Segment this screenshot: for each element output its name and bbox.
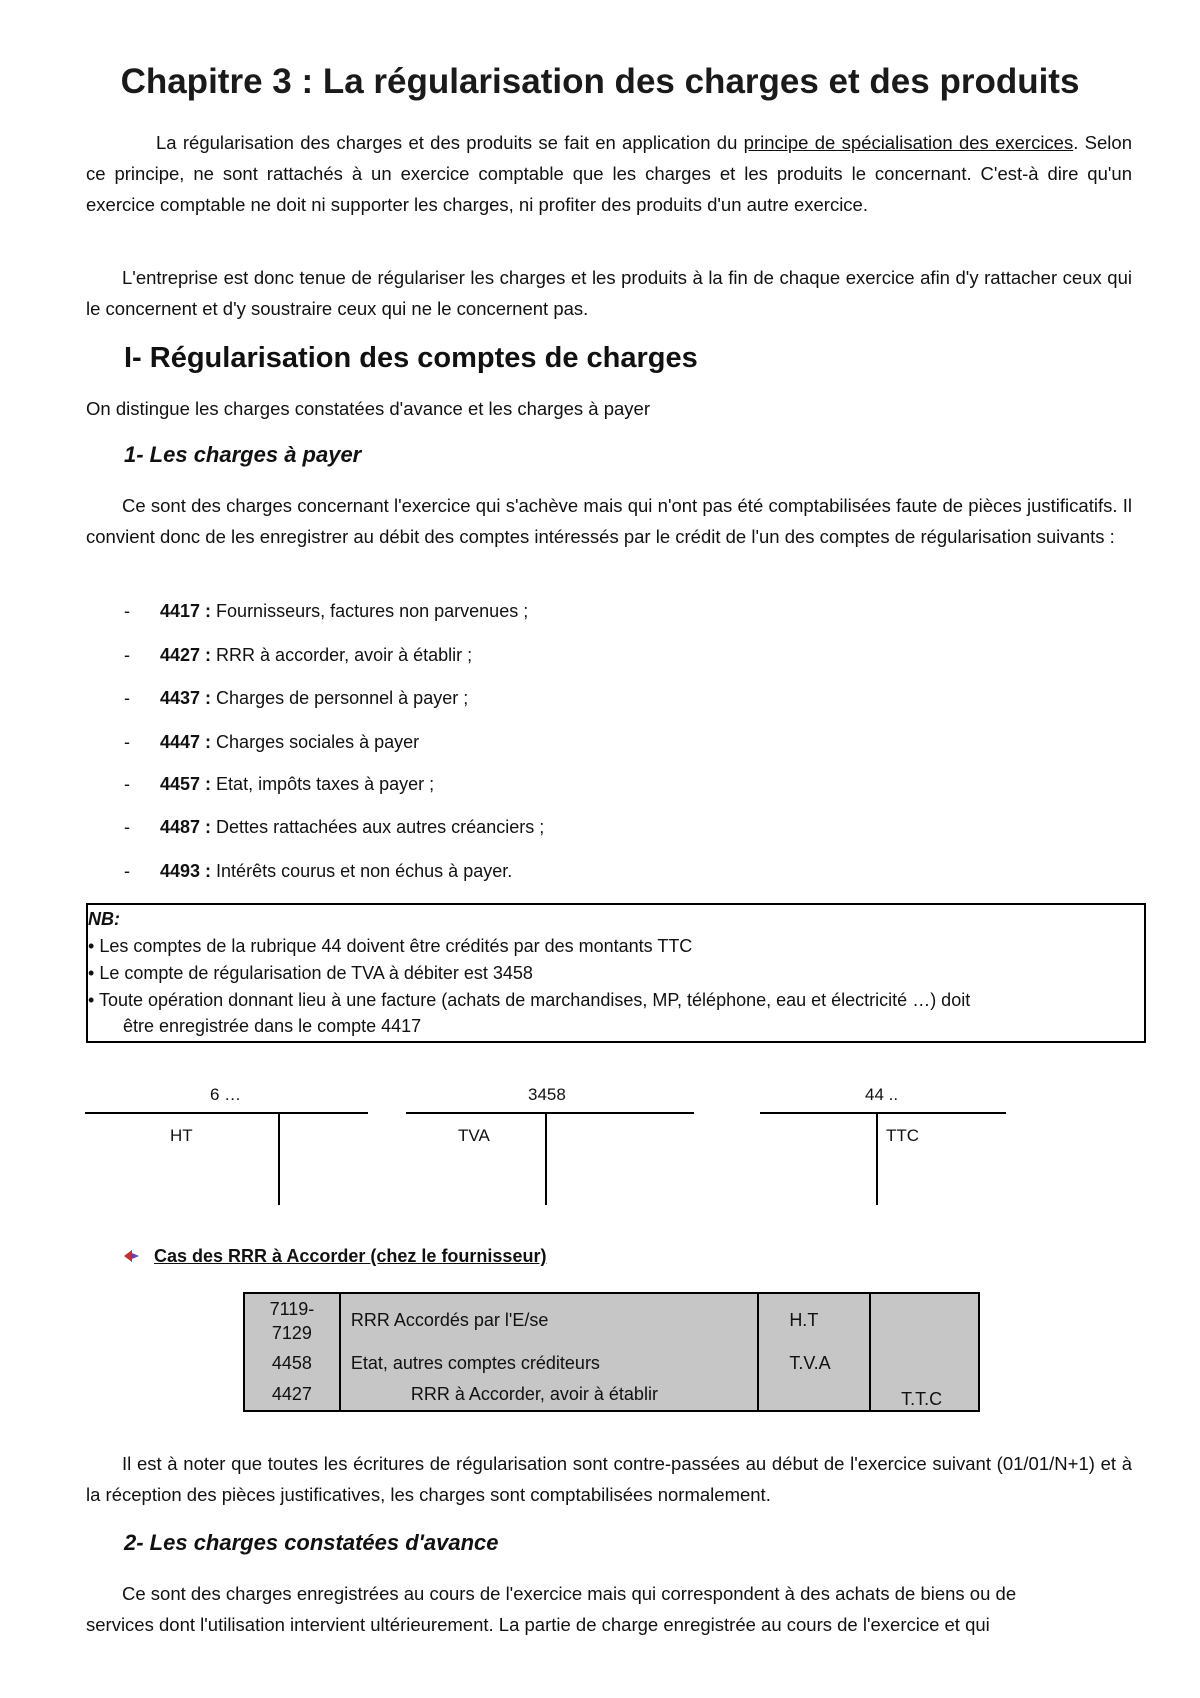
section-heading-charges: I- Régularisation des comptes de charges <box>124 342 698 374</box>
account-description: Etat, impôts taxes à payer ; <box>211 774 435 794</box>
section-intro: On distingue les charges constatées d'avance et les charges à payer <box>86 398 651 419</box>
list-item-content <box>160 688 468 709</box>
t-account-title-44: 44 .. <box>865 1085 899 1104</box>
account-code: 4493 : <box>160 861 212 881</box>
table-row <box>244 1293 979 1347</box>
table-row <box>244 1347 979 1379</box>
t-account-stem-3458 <box>545 1112 547 1205</box>
account-description: Fournisseurs, factures non parvenues ; <box>211 601 529 621</box>
account-code: 4487 : <box>160 817 212 837</box>
cell-label: RRR à Accorder, avoir à établir <box>340 1379 758 1411</box>
list-item-content <box>160 774 434 795</box>
account-code: 4437 : <box>160 688 212 708</box>
account-code: 4457 : <box>160 774 212 794</box>
account-description: Charges sociales à payer <box>211 732 420 752</box>
nb-line-3-text: Toute opération donnant lieu à une facture (achats de marchandises, MP, téléphone, eau et électricité …) doit <box>99 990 971 1010</box>
arrow-bullet-icon <box>122 1248 140 1264</box>
bullet-icon: • <box>88 990 95 1010</box>
cell-label: RRR Accordés par l'E/se <box>340 1293 758 1347</box>
t-account-title-6: 6 … <box>210 1085 242 1104</box>
charges-constatees-line-1: Ce sont des charges enregistrées au cours de l'exercice mais qui correspondent à des achats de biens ou de <box>122 1583 1017 1604</box>
list-dash: - <box>124 732 130 752</box>
account-description: Charges de personnel à payer ; <box>211 688 469 708</box>
cas-rrr-heading <box>122 1246 546 1267</box>
list-dash: - <box>124 817 130 837</box>
t-account-bar-44 <box>760 1112 1006 1114</box>
bullet-icon: • <box>88 936 95 956</box>
account-code: 4427 : <box>160 645 212 665</box>
cell-debit: T.V.A <box>758 1347 870 1379</box>
cas-rrr-label: Cas des RRR à Accorder (chez le fournisseur) <box>154 1246 547 1266</box>
list-item-content <box>160 732 419 753</box>
list-item-content <box>160 601 528 622</box>
nb-line-3 <box>88 990 970 1011</box>
nb-line-4: être enregistrée dans le compte 4417 <box>123 1016 422 1036</box>
list-item-content <box>160 817 544 838</box>
contre-passation-text: Il est à noter que toutes les écritures de régularisation sont contre-passées au début de l'exercice suivant (01/01/N+1) et à la réception des pièces justificatives, les charges sont comptabilisées normalement. <box>86 1453 1132 1505</box>
account-description: RRR à accorder, avoir à établir ; <box>211 645 473 665</box>
nb-line-2-text: Le compte de régularisation de TVA à débiter est 3458 <box>99 963 533 983</box>
cell-account <box>244 1293 340 1347</box>
intro-text-end: . Selon ce principe, ne sont rattachés à un exercice comptable que les charges et les produits le concernant. C'est-à dire qu'un exercice comptable ne doit ni supporter les charges, ni profiter des produits d'un autre exercice. <box>86 132 1132 215</box>
t-account-entry-tva: TVA <box>458 1126 490 1145</box>
account-description: Dettes rattachées aux autres créanciers ; <box>211 817 545 837</box>
list-dash: - <box>124 645 130 665</box>
t-account-stem-6 <box>278 1112 280 1205</box>
nb-box <box>86 903 1146 1043</box>
nb-label: NB: <box>88 909 120 929</box>
account-code: 4447 : <box>160 732 212 752</box>
table-row <box>244 1379 979 1411</box>
nb-line-1-text: Les comptes de la rubrique 44 doivent être crédités par des montants TTC <box>99 936 693 956</box>
charges-a-payer-paragraph <box>86 490 1132 552</box>
list-dash: - <box>124 861 130 881</box>
intro-paragraph-2-text: L'entreprise est donc tenue de régulariser les charges et les produits à la fin de chaque exercice afin d'y rattacher ceux qui le concernent et d'y soustraire ceux qui ne le concernent pas. <box>86 267 1132 319</box>
cell-debit <box>758 1379 870 1411</box>
cell-account: 4458 <box>244 1347 340 1379</box>
cell-account: 4427 <box>244 1379 340 1411</box>
intro-paragraph-1 <box>86 127 1132 220</box>
intro-paragraph-2 <box>86 262 1132 324</box>
cell-debit: H.T <box>758 1293 870 1347</box>
charges-constatees-line-2: services dont l'utilisation intervient ultérieurement. La partie de charge enregistrée au cours de l'exercice et qui <box>86 1614 990 1635</box>
nb-line-2 <box>88 963 533 984</box>
t-account-entry-ttc: TTC <box>886 1126 920 1145</box>
list-item-content <box>160 645 472 666</box>
cell-credit <box>870 1293 979 1347</box>
account-description: Intérêts courus et non échus à payer. <box>211 861 513 881</box>
t-account-stem-44 <box>876 1112 878 1205</box>
t-account-bar-6 <box>85 1112 368 1114</box>
account-code: 4417 : <box>160 601 212 621</box>
subsection-heading-charges-constatees: 2- Les charges constatées d'avance <box>124 1530 499 1555</box>
charges-a-payer-text: Ce sont des charges concernant l'exercice qui s'achève mais qui n'ont pas été comptabilisées faute de pièces justificatifs. Il convient donc de les enregistrer au débit des comptes intéressés par le crédit de l'un des comptes de régularisation suivants : <box>86 495 1132 547</box>
list-dash: - <box>124 601 130 621</box>
list-dash: - <box>124 774 130 794</box>
nb-line-1 <box>88 936 692 957</box>
t-account-title-3458: 3458 <box>528 1085 566 1104</box>
t-account-entry-ht: HT <box>170 1126 193 1145</box>
contre-passation-note <box>86 1448 1132 1510</box>
subsection-heading-charges-a-payer: 1- Les charges à payer <box>124 442 362 467</box>
cell-credit <box>870 1347 979 1379</box>
list-dash: - <box>124 688 130 708</box>
rrr-journal-table <box>243 1292 980 1412</box>
list-item-content <box>160 861 512 882</box>
cell-credit: T.T.C <box>870 1379 979 1411</box>
intro-text-start: La régularisation des charges et des produits se fait en application du <box>156 132 744 153</box>
cell-label: Etat, autres comptes créditeurs <box>340 1347 758 1379</box>
t-account-bar-3458 <box>406 1112 694 1114</box>
bullet-icon: • <box>88 963 95 983</box>
account-number: 7119- 7129 <box>269 1298 315 1343</box>
page-title: Chapitre 3 : La régularisation des charges et des produits <box>120 62 1080 101</box>
principle-term: principe de spécialisation des exercices <box>743 132 1074 153</box>
